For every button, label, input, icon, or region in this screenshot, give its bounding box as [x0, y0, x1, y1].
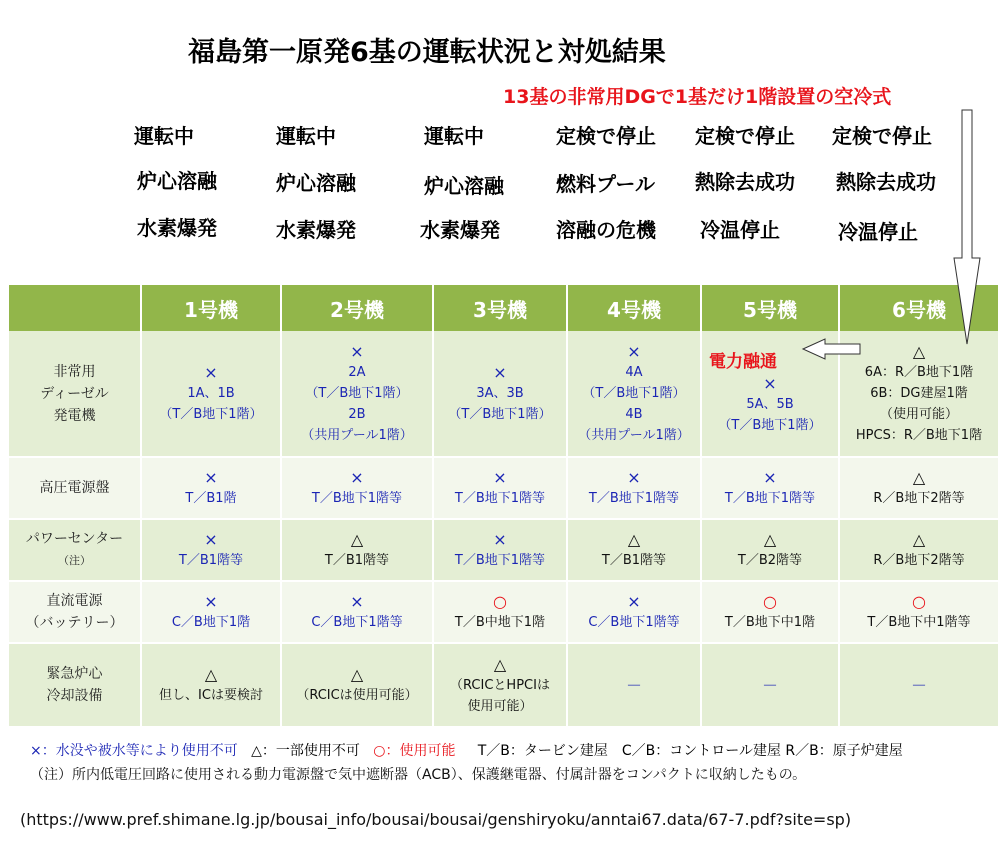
header-unit-3: 3号機 — [433, 285, 567, 331]
status-unit5-line2: 熱除去成功 — [695, 170, 795, 194]
table-cell: △ T／B2階等 — [701, 519, 839, 581]
left-arrow-icon — [803, 339, 860, 359]
table-cell: △ 但し、ICは要検討 — [141, 643, 281, 727]
table-cell: × C／B地下1階等 — [281, 581, 433, 643]
table-cell: ○ T／B地下中1階 — [701, 581, 839, 643]
row-label: 高圧電源盤 — [9, 457, 141, 519]
table-cell: △ T／B1階等 — [567, 519, 701, 581]
table-cell: ○ T／B中地下1階 — [433, 581, 567, 643]
table-cell: × 4A （T／B地下1階） 4B （共用プール1階） — [567, 331, 701, 457]
legend-unusable: ×：水没や被水等により使用不可 — [30, 743, 238, 759]
table-cell: － — [567, 643, 701, 727]
table-cell: △ T／B1階等 — [281, 519, 433, 581]
row-label: 直流電源 （バッテリー） — [9, 581, 141, 643]
status-unit5-line3: 冷温停止 — [700, 218, 780, 242]
status-unit3-line3: 水素爆発 — [420, 218, 500, 242]
status-unit1-line3: 水素爆発 — [137, 216, 217, 240]
row-label: パワーセンター （注） — [9, 519, 141, 581]
table-cell: △ R／B地下2階等 — [839, 519, 999, 581]
status-unit2-line3: 水素爆発 — [276, 218, 356, 242]
air-cooled-dg-note: 13基の非常用DGで1基だけ1階設置の空冷式 — [503, 86, 892, 108]
status-unit4-line1: 定検で停止 — [556, 124, 656, 148]
status-unit4-line2: 燃料プール — [556, 172, 655, 196]
table-cell: × T／B地下1階等 — [433, 457, 567, 519]
table-cell: × T／B地下1階等 — [701, 457, 839, 519]
header-unit-4: 4号機 — [567, 285, 701, 331]
status-unit3-line2: 炉心溶融 — [424, 174, 504, 198]
status-unit5-line1: 定検で停止 — [695, 124, 795, 148]
table-cell: × C／B地下1階等 — [567, 581, 701, 643]
table-cell: × T／B地下1階等 — [433, 519, 567, 581]
table-cell: × 1A、1B （T／B地下1階） — [141, 331, 281, 457]
header-unit-1: 1号機 — [141, 285, 281, 331]
status-unit6-line1: 定検で停止 — [832, 124, 932, 148]
table-cell: ○ T／B地下中1階等 — [839, 581, 999, 643]
table-cell: △ 6A：R／B地下1階 6B：DG建屋1階 （使用可能） HPCS：R／B地下1階 — [839, 331, 999, 457]
row-label: 緊急炉心 冷却設備 — [9, 643, 141, 727]
status-unit1-line1: 運転中 — [134, 124, 194, 148]
table-cell: － — [839, 643, 999, 727]
header-unit-5: 5号機 — [701, 285, 839, 331]
table-cell: △ R／B地下2階等 — [839, 457, 999, 519]
table-cell: × 3A、3B （T／B地下1階） — [433, 331, 567, 457]
table-cell: × 2A （T／B地下1階） 2B （共用プール1階） — [281, 331, 433, 457]
table-cell: × T／B地下1階等 — [567, 457, 701, 519]
table-cell: △ （RCICとHPCIは 使用可能） — [433, 643, 567, 727]
legend-abbreviations: T／B：タービン建屋 C／B：コントロール建屋 R／B：原子炉建屋 — [477, 743, 903, 759]
power-sharing-label: 電力融通 — [709, 352, 777, 372]
status-unit3-line1: 運転中 — [424, 124, 484, 148]
page-title: 福島第一原発6基の運転状況と対処結果 — [188, 37, 666, 68]
table-cell: × T／B1階 — [141, 457, 281, 519]
table-cell: △ （RCICは使用可能） — [281, 643, 433, 727]
row-label: 非常用 ディーゼル 発電機 — [9, 331, 141, 457]
table-cell: × C／B地下1階 — [141, 581, 281, 643]
status-unit6-line3: 冷温停止 — [838, 220, 918, 244]
header-unit-6: 6号機 — [839, 285, 999, 331]
down-arrow-icon — [954, 110, 980, 344]
status-unit2-line1: 運転中 — [276, 124, 336, 148]
source-url: (https://www.pref.shimane.lg.jp/bousai_info/bousai/bousai/genshiryoku/anntai67.data/67-7.pdf?site=sp) — [20, 810, 852, 829]
table-cell: × T／B地下1階等 — [281, 457, 433, 519]
table-cell: × T／B1階等 — [141, 519, 281, 581]
legend — [30, 740, 903, 760]
table-cell: － — [701, 643, 839, 727]
status-unit4-line3: 溶融の危機 — [556, 218, 656, 242]
footnote: （注）所内低電圧回路に使用される動力電源盤で気中遮断器（ACB）、保護継電器、付属計器をコンパクトに収納したもの。 — [30, 767, 807, 783]
table-cell: 電力融通 × 5A、5B （T／B地下1階） — [701, 331, 839, 457]
status-unit2-line2: 炉心溶融 — [276, 171, 356, 195]
legend-usable: ○：使用可能 — [373, 743, 456, 759]
header-unit-2: 2号機 — [281, 285, 433, 331]
status-unit6-line2: 熱除去成功 — [836, 170, 936, 194]
status-unit1-line2: 炉心溶融 — [137, 169, 217, 193]
legend-partial: △：一部使用不可 — [251, 743, 360, 759]
